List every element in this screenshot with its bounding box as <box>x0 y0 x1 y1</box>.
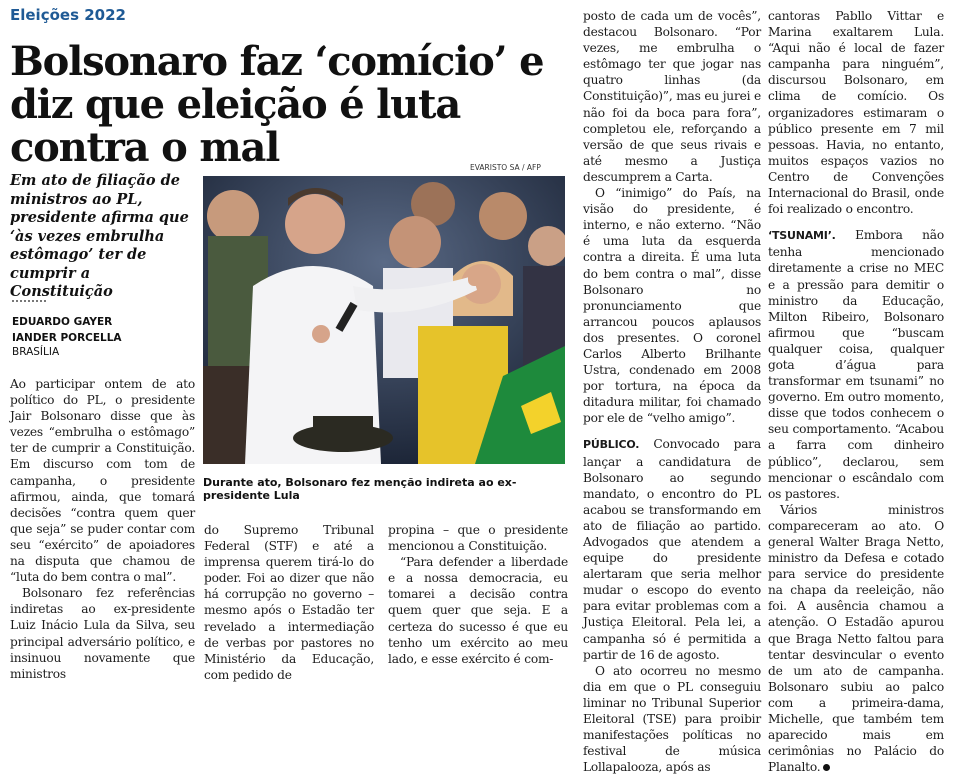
paragraph: O ato ocorreu no mesmo dia em que o PL conseguiu liminar no Tribunal Superior Eleitoral (TSE) para proibir manifestações políticas no festival de música Lollapalooza, após as <box>583 663 761 775</box>
subhead-lead: ‘TSUNAMI’. <box>768 229 836 243</box>
article-column-2 <box>204 522 374 683</box>
news-photo <box>203 176 565 464</box>
article-column-1 <box>10 376 195 682</box>
deck-subheadline: Em ato de filiação de ministros ao PL, presidente afirma que ‘às vezes embrulha estômago’ ter de cumprir a Constituição <box>10 172 189 300</box>
paragraph <box>768 502 944 775</box>
article-column-4 <box>583 8 761 775</box>
paragraph: Ao participar ontem de ato político do PL, o presidente Jair Bolsonaro disse que às vezes “embrulha o estômago” ter de cumprir a Constituição. Em discurso com tom de campanha, o presidente afirmou, ainda, que tomará decisões “contra quem quer que seja” se puder contar com seu “exército” de apoiadores na disputa que chamou de “luta do bem contra o mal”. <box>10 377 195 585</box>
article-column-5 <box>768 8 944 775</box>
end-of-article-bullet-icon <box>823 764 830 771</box>
paragraph: Bolsonaro fez referências indiretas ao ex-presidente Luiz Inácio Lula da Silva, seu principal adversário político, e insinuou novamente que ministros <box>10 586 195 681</box>
author-name: IANDER PORCELLA <box>12 332 122 344</box>
subhead-lead: PÚBLICO. <box>583 438 640 452</box>
paragraph: “Para defender a liberdade e a nossa democracia, eu tomarei a decisão contra quem quer que seja. E a certeza do sucesso é que eu tenho um exército ao meu lado, e esse exército é com- <box>388 555 568 666</box>
photo-caption: Durante ato, Bolsonaro fez menção indireta ao ex-presidente Lula <box>203 476 517 502</box>
byline <box>12 314 122 346</box>
paragraph: O “inimigo” do País, na visão do presidente, é interno, e não externo. “Não é uma luta da esquerda contra a direita. É uma luta do bem contra o mal”, disse Bolsonaro no pronunciamento que arrancou poucos aplausos dos presentes. O coronel Carlos Alberto Brilhante Ustra, condenado em 2008 por tortura, na época da ditadura militar, foi chamado por ele de “velho amigo”. <box>583 186 761 426</box>
paragraph-text: Embora não tenha mencionado diretamente a crise no MEC e a pressão para demitir o ministro da Educação, Milton Ribeiro, Bolsonaro afirmou que “buscam qualquer coisa, qualquer gota d’água para transformar em tsunami” no governo. Em outro momento, disse que todos conhecem o seu comportamento. “Acabou a farra com dinheiro público”, declarou, sem mencionar o escândalo com os pastores. <box>768 228 944 501</box>
paragraph <box>583 436 761 662</box>
paragraph <box>768 227 944 502</box>
dateline-location: BRASÍLIA <box>12 346 60 358</box>
paragraph: propina – que o presidente mencionou a Constituição. <box>388 523 568 554</box>
section-tag: Eleições 2022 <box>10 6 126 24</box>
byline-divider <box>12 300 46 304</box>
paragraph: posto de cada um de vocês”, destacou Bolsonaro. “Por vezes, me embrulha o estômago ter que jogar nas quatro linhas (da Constituição)”, mas eu jurei e não foi da boca para fora”, completou ele, reforçando a versão de que seus rivais e até mesmo a Justiça descumprem a Carta. <box>583 9 761 184</box>
paragraph: do Supremo Tribunal Federal (STF) e até a imprensa querem tirá-lo do poder. Foi ao dizer que não há corrupção no governo – mesmo após o Estadão ter revelado a intermediação de verbas por pastores no Ministério da Educação, com pedido de <box>204 523 374 682</box>
paragraph-text: Convocado para lançar a candidatura de Bolsonaro ao segundo mandato, o encontro do PL acabou se transformando em ato de filiação ao partido. Advogados que atendem a equipe do presidente alertaram que seria melhor mudar o escopo do evento para evitar problemas com a Justiça Eleitoral. Pela lei, a campanha só é permitida a partir de 16 de agosto. <box>583 437 761 662</box>
article-column-3 <box>388 522 568 667</box>
headline: Bolsonaro faz ‘comício’ e diz que eleição é luta contra o mal <box>10 38 544 171</box>
paragraph: cantoras Pabllo Vittar e Marina exaltarem Lula. “Aqui não é local de fazer campanha para ninguém”, discursou Bolsonaro, em clima de comício. Os organizadores estimaram o público presente em 7 mil pessoas. Havia, no entanto, muitos espaços vazios no Centro de Convenções Internacional do Brasil, onde foi realizado o encontro. <box>768 9 944 217</box>
author-name: EDUARDO GAYER <box>12 316 113 328</box>
paragraph-text: Vários ministros compareceram ao ato. O general Walter Braga Netto, ministro da Defesa e cotado para service do presidente na chapa da reeleição, não foi. A ausência chamou a atenção. O Estadão apurou que Braga Netto faltou para tentar desvincular o evento de um ato de campanha. Bolsonaro subiu ao palco com a primeira-dama, Michelle, que também tem aparecido mais em cerimônias no Palácio do Planalto. <box>768 502 944 775</box>
photo-credit: EVARISTO SA / AFP <box>470 163 541 172</box>
